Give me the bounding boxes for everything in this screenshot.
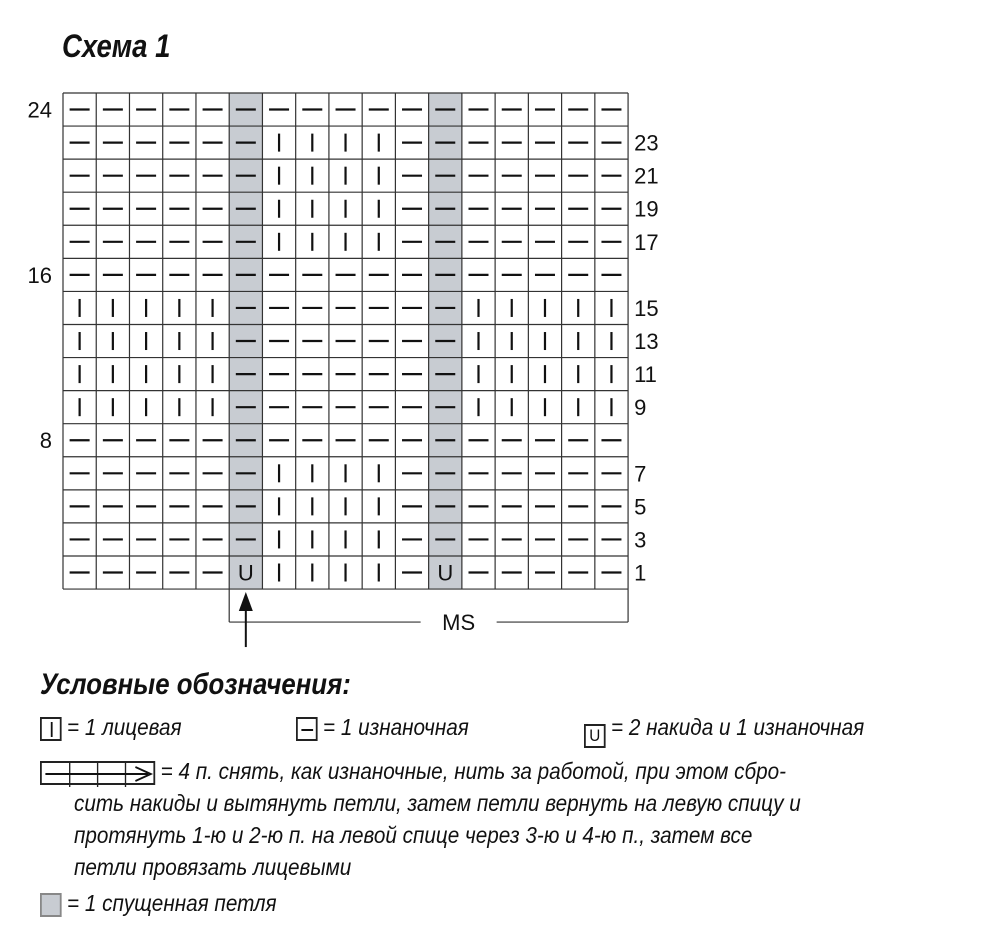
legend-cable-line-4: петли провязать лицевыми xyxy=(74,854,352,880)
yarn-over-symbol-icon: U xyxy=(584,724,606,748)
legend-heading: Условные обозначения: xyxy=(40,668,351,701)
row-label-right: 19 xyxy=(634,196,659,222)
row-label-right: 21 xyxy=(634,163,659,189)
legend-purl: = 1 изнаночная xyxy=(296,714,469,741)
repeat-label: MS xyxy=(442,610,476,636)
legend-cable: = 4 п. снять, как изнаночные, нить за работой, при этом сбро- xyxy=(40,758,786,785)
dropped-stitch-symbol-icon xyxy=(40,893,62,917)
chart-title: Схема 1 xyxy=(62,28,171,64)
row-label-left: 8 xyxy=(39,428,52,454)
cable-arrow-symbol-icon xyxy=(40,761,155,785)
repeat-bracket xyxy=(229,589,628,647)
row-label-right: 5 xyxy=(634,494,647,520)
row-label-right: 1 xyxy=(634,560,647,586)
row-label-right: 17 xyxy=(634,229,659,255)
row-label-right: 11 xyxy=(634,362,657,388)
stitch-symbols xyxy=(70,110,622,586)
legend-cable-line-3: протянуть 1-ю и 2-ю п. на левой спице через 3-ю и 4-ю п., затем все xyxy=(74,822,753,848)
start-arrow-head-icon xyxy=(239,592,253,611)
legend-knit: = 1 лицевая xyxy=(40,714,182,741)
row-label-right: 3 xyxy=(634,527,647,553)
yarn-over-symbol: U xyxy=(237,560,254,586)
knit-symbol-icon xyxy=(40,717,62,741)
row-label-left: 16 xyxy=(27,262,52,288)
row-label-right: 23 xyxy=(634,130,659,156)
row-label-left: 24 xyxy=(27,97,52,123)
legend-yo: U = 2 накида и 1 изнаночная xyxy=(584,714,864,748)
legend-dropped: = 1 спущенная петля xyxy=(40,890,277,917)
row-label-right: 15 xyxy=(634,295,659,321)
purl-symbol-icon xyxy=(296,717,318,741)
yarn-over-symbol: U xyxy=(437,560,454,586)
row-label-right: 13 xyxy=(634,329,659,355)
legend-cable-line-2: сить накиды и вытянуть петли, затем петли вернуть на левую спицу и xyxy=(74,790,801,816)
row-label-right: 9 xyxy=(634,395,647,421)
row-label-right: 7 xyxy=(634,461,647,487)
